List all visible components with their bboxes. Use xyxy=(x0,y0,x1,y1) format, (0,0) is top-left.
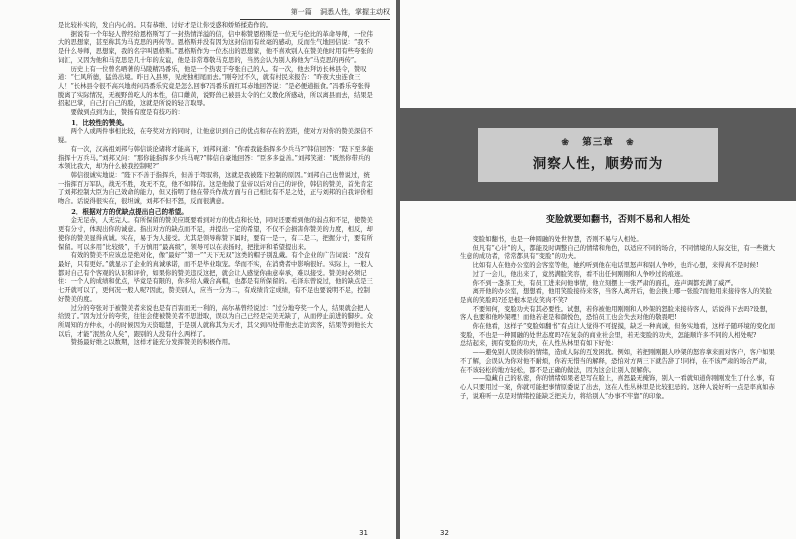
paragraph: 变脸如翻书，也是一种圆融的处世智慧，否则不易与人相处。 xyxy=(472,236,643,243)
running-header xyxy=(240,6,390,20)
paragraph: 有效的赞美不应该总是绝对化，像“最好”“第一”“天下无双”这类的帽子别乱戴。有个企业的广告词说：“没有最好，只有更好。”就显示了企业的真诚承诺，而不是毕业取宠。华而不实，在消费者中影响很好。实际上，一般人都对自己有个客观的认识和评价，如果你的赞美违反这把，就会让人感觉你曲意奉承，难以接受。赞美时必须记住：一个人的成绩和优点，毕竟是有限的，你多给人戴合高帽，也都是有所保留的。毛泽东曾说过，他的缺点是三七开就可以了，更何况一般人呢?因此，赞美别人，应当一分为二，有成绩肯定成绩，有不足也要说明不足，控制好赞美的度。 xyxy=(58,252,373,303)
paragraph: ——避免别人误读你的情绪，造成人际的互发困扰。例如，若把刚刚跟人吵架的怒容拿来面对客户，客户如果不了解，会误认为你对他不耐烦，你若无惜当的解释，恐怕对方两三下就告辞了!同样，在不该严肃的场合严肃，在不该轻松的地方轻松，都不是正确的做法，因为这会让别人误解你。 xyxy=(460,349,775,374)
paragraph: 历史上有一位曾名晒著的马陵精冯番乐，他是一个热衷于夸张自己的人。有一次，他去拜访长林县令，赞叹道：“仁风所德，猛兽出境。昨日入县界，见虎独相尾而去。”刚夸过不久，就有村民来报告：“昨夜大虫连食三人！”长林县令很不高兴地责问冯番乐究竟是怎么回事?冯番乐面红耳赤地回答说：“是必便道振食。”冯番乐夸张得脱离了实际情况，无视野兽吃人的本性，信口雌黄，说野兽已被县太令的仁义教化所感动，所以离县而去，结果是招起巴掌，自己打自己的脸，这就是所说的轻言取辱。 xyxy=(58,65,373,108)
chapter-number-text: 第三章 xyxy=(582,137,614,148)
paragraph: 不要知何，变脸功夫有其必要性。试想，若你被他用刚刚和人吵架的怒脸来接待客人，话说得下去吗?设想，客人也要和他吵架哩！而他若老是和颜悦色，恐怕员工也会失去对他的敬畏吧! xyxy=(460,305,772,322)
paragraph: 离开他的办公室，想想看，他用笑脸接待来客，当客人离开后，他会换上哪一张脸?而他用来接待客人的笑脸是真的笑脸吗?还是根本是皮笑肉不笑? xyxy=(460,288,772,304)
paragraph: 两个人或两件事相比较，在夸奖对方的同时，让他意识到自己的优点和存在的差距，使对方对你的赞美深信不疑。 xyxy=(58,128,373,145)
paragraph: 过分的夸张对于被赞美者来说也是有百害而无一利的，高尔基曾经说过：“过分地夸奖一个人，结果就会把人给毁了。”因为过分的夸奖，往往会使被赞美者不思进取，误以为自己已经是完美无缺了，从而停止前进的脚步。众所周知的方仲永，小的时候因为天资聪慧，于是别人就称其为天才，其父到四处带他去走访宾客，结果等到他长大以后，才能“泯然众人矣”，跟别的人没有什么两样了。 xyxy=(58,304,373,338)
paragraph: 你在他看，这样子“变脸如翻书”有点让人觉得不可捉摸，缺乏一种真诚，但务实地看，这样子随环境的变化而变脸，不也是一种圆融的处世态度吗?在复杂的商业社会里，若无变脸的功夫，怎能顺许多不同的人相处呢? xyxy=(460,323,775,339)
left-body-text xyxy=(58,22,376,348)
paragraph: 赞扬最好维之以数期，这样才能充分发挥赞美的积极作用。 xyxy=(70,339,235,347)
header-part: 第一篇 xyxy=(290,8,312,16)
chapter-title: 洞察人性，顺势而为 xyxy=(532,156,664,172)
paragraph: 要做到点到为止，赞扬有度是有技巧的： xyxy=(70,109,184,117)
subheading: 2．根据对方的优缺点提出自己的希望。 xyxy=(71,207,188,216)
paragraph: 是比较朴实的，发自内心的。只有恭维、讨好才是让你受惑和娇矫揉造作的。 xyxy=(58,22,273,29)
section-title: 变脸就要如翻书，否则不易和人相处 xyxy=(545,215,690,225)
paragraph: 总结起来，拥有变脸的功夫，在人性丛林里有如下好处： xyxy=(460,340,618,348)
flower-ornament-icon: ❀ xyxy=(561,138,570,148)
left-page xyxy=(0,0,396,539)
page-number: 31 xyxy=(359,529,368,537)
paragraph: 比如有人在他办公室的会客室等他，她约听到他在电话里怒声和别人争吵，也许心想，来得真不是时候! xyxy=(472,262,759,270)
right-page xyxy=(400,0,796,539)
chapter-banner xyxy=(400,108,796,201)
paragraph: 过了一会儿，他出来了，竟然满脸笑容，看不出任何刚刚和人争吵过的痕迹。 xyxy=(472,270,687,278)
flower-ornament-icon: ❀ xyxy=(626,138,635,148)
paragraph: ——隐藏自己的私密，你的情绪如果老是写在脸上，喜怒最无掩饰，别人一看就知道你刚刚发生了什么事，有心人只要用过一案，你就可能把事情原委说了出去，这在人性丛林里是比较犯忌的。这种人说好听一点是率真如赤子，说难听一点是对情绪控能缺乏把关力，将给别人“办事不牢靠”的印象。 xyxy=(460,375,775,400)
chapter-title-box xyxy=(478,128,718,182)
paragraph: 金无足赤，人无完人。有所保留的赞美应既要看到对方的优点和长处，同时还要看到他的弱点和不足，使赞美更有分寸，体现出你的诚意。指出对方的缺点而不足，并提出一定的希望，不仅不会损害你赞美的力度，相反，却使你的赞美显得真诚。实在，易于为人接受。尤其是领导称赞下属时，要有一是一，有二是二，把握分寸，要有所保留。可以多用“比较级”，千万慎用“最高级”，领导可以在表扬时，把批评和希望提出来。 xyxy=(58,217,373,251)
chapter-number xyxy=(478,134,718,148)
paragraph: 据说有一个年轻人曾经给恩格斯写了一封热情洋溢的信，信中称赞恩格斯是一位无与伦比的革命导师，一位伟大的思想家，甚至称其为马克思的再传等。恩格斯并没有因为这封信而有丝毫的感动，反而生气地回信说：“我不是什么导师，思想家，我的名字叫恩格斯。”恩格斯作为一位杰出的思想家，他不喜欢别人在赞美他时用有些夸张的词汇，又因为他和马克思是几十年的友谊，他是非常尊敬马克思的，当然会认为别人称他为“马克思的再传”。 xyxy=(58,30,373,64)
page-number: 32 xyxy=(440,529,449,537)
paragraph: 你不到一盏茶工夫，有员工进来问他事情，他立刻摆上一张严肃的面孔，连声调都充满了威严。 xyxy=(472,279,738,287)
subheading: 1．比较性的赞美。 xyxy=(71,118,129,127)
paragraph: 有一次，汉高祖刘邦与韩信谈论诸将才能高下，刘邦问道：“你看我能指挥多少兵马?”韩信回答：“陛下至多能指挥十万兵马。”刘邦又问：“那你能指挥多少兵马呢?”韩信自豪地回答：“臣多多益善。”刘邦笑道：“既然你带兵的本领比我大，却为什么被我控制呢?” xyxy=(58,145,374,171)
paragraph: 韩信很诚实地说：“陛下不善于指挥兵，但善于驾驭将，这就是我被陛下控制的原因。”刘邦自己也曾说过，统一指挥百万军队，战无不胜，攻无不克，他不如韩信。这是他做了皇帝以后对自己的评价，韩信的赞美，首先肯定了刘邦控制大臣为自己效命的能力，但又指明了他在带兵作战方面与自己相比有不足之处，正与刘邦的自我评价相吻合。话说得很实在，很坦诚，刘邦不但不怒，反而很满意。 xyxy=(58,171,373,206)
header-title: 洞悉人性，掌握主动权 xyxy=(320,8,390,16)
right-body-text xyxy=(460,236,776,401)
paragraph: 但凡有“心计”的人，都能及时调整自己的情绪和角色，以适应不同的场合，不同情境的人际交往，有一些微大生意的成功者，常常都具有“变脸”的功夫。 xyxy=(460,244,775,261)
